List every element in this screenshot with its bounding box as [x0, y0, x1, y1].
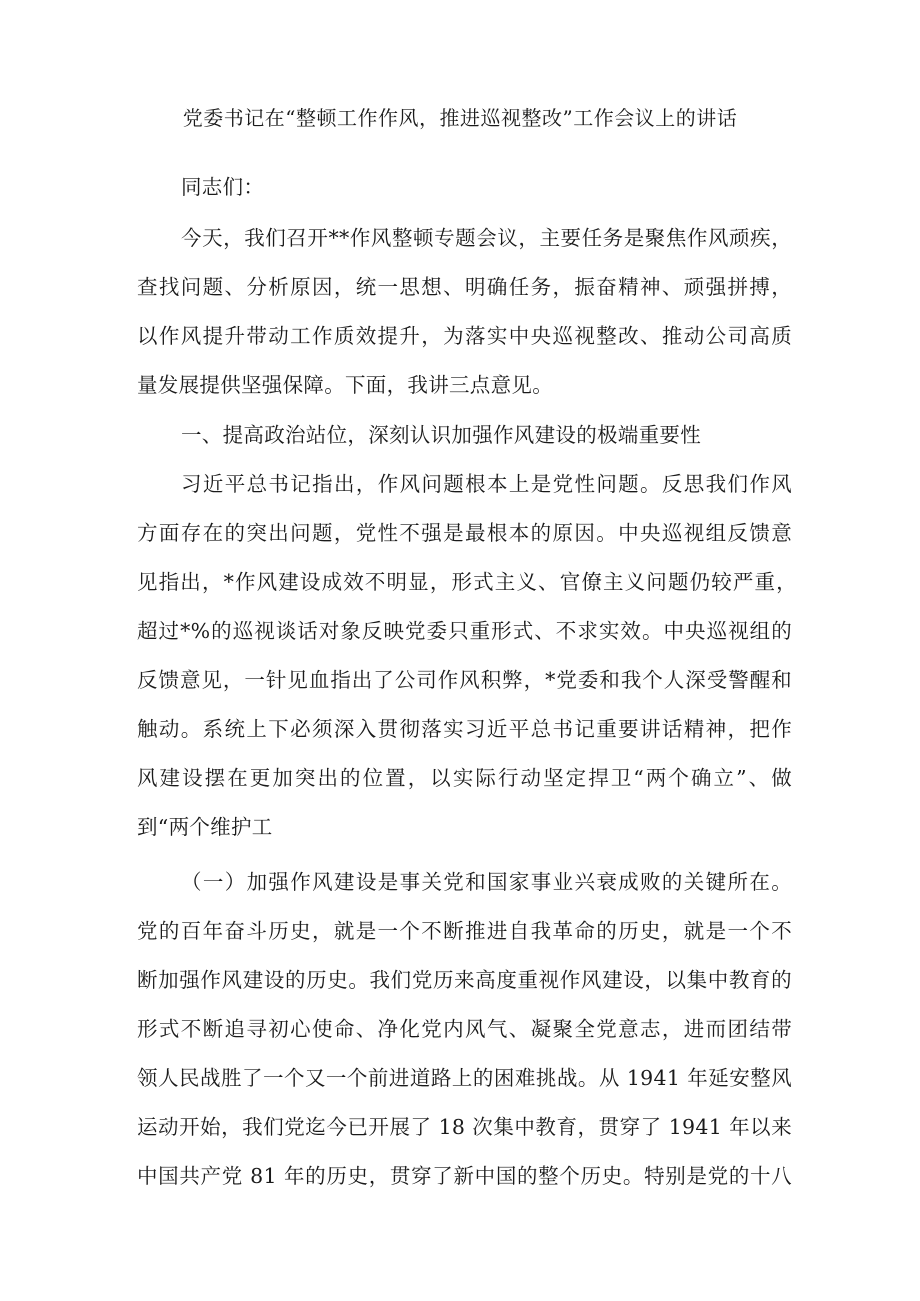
paragraph-line: 见指出，*作风建设成效不明显，形式主义、官僚主义问题仍较严重，	[137, 570, 797, 594]
paragraph-line: 领人民战胜了一个又一个前进道路上的困难挑战。从 1941 年延安整风	[137, 1066, 792, 1090]
paragraph-line: 查找问题、分析原因，统一思想、明确任务，振奋精神、顽强拼搏，	[137, 275, 792, 299]
paragraph-line: 反馈意见，一针见血指出了公司作风积弊，*党委和我个人深受警醒和	[137, 668, 792, 692]
paragraph-line: 断加强作风建设的历史。我们党历来高度重视作风建设，以集中教育的	[137, 968, 792, 992]
paragraph-line: 方面存在的突出问题，党性不强是最根本的原因。中央巡视组反馈意	[137, 521, 792, 545]
salutation: 同志们：	[181, 175, 265, 199]
paragraph-line: 运动开始，我们党迄今已开展了 18 次集中教育，贯穿了 1941 年以来	[137, 1115, 792, 1139]
paragraph-line: 超过*%的巡视谈话对象反映党委只重形式、不求实效。中央巡视组的	[137, 619, 792, 643]
paragraph-line: 到“两个维护工	[137, 815, 273, 839]
section-heading: 一、提高政治站位，深刻认识加强作风建设的极端重要性	[181, 423, 701, 447]
paragraph-line: 形式不断追寻初心使命、净化党内风气、凝聚全党意志，进而团结带	[137, 1017, 792, 1041]
paragraph-line: 中国共产党 81 年的历史，贯穿了新中国的整个历史。特别是党的十八	[137, 1164, 792, 1188]
paragraph-line: 今天，我们召开**作风整顿专题会议，主要任务是聚焦作风顽疾，	[181, 226, 792, 250]
paragraph-line: 习近平总书记指出，作风问题根本上是党性问题。反思我们作风	[181, 472, 792, 496]
paragraph-line: 党的百年奋斗历史，就是一个不断推进自我革命的历史，就是一个不	[137, 919, 792, 943]
paragraph-line: 以作风提升带动工作质效提升，为落实中央巡视整改、推动公司高质	[137, 324, 792, 348]
paragraph-line: 量发展提供坚强保障。下面，我讲三点意见。	[137, 373, 553, 397]
subsection-heading: （一）加强作风建设是事关党和国家事业兴衰成败的关键所在。	[181, 870, 792, 894]
paragraph-line: 触动。系统上下必须深入贯彻落实习近平总书记重要讲话精神，把作	[137, 717, 792, 741]
document-title: 党委书记在“整顿工作作风，推进巡视整改”工作会议上的讲话	[182, 106, 738, 130]
paragraph-line: 风建设摆在更加突出的位置，以实际行动坚定捍卫“两个确立”、做	[137, 766, 792, 790]
